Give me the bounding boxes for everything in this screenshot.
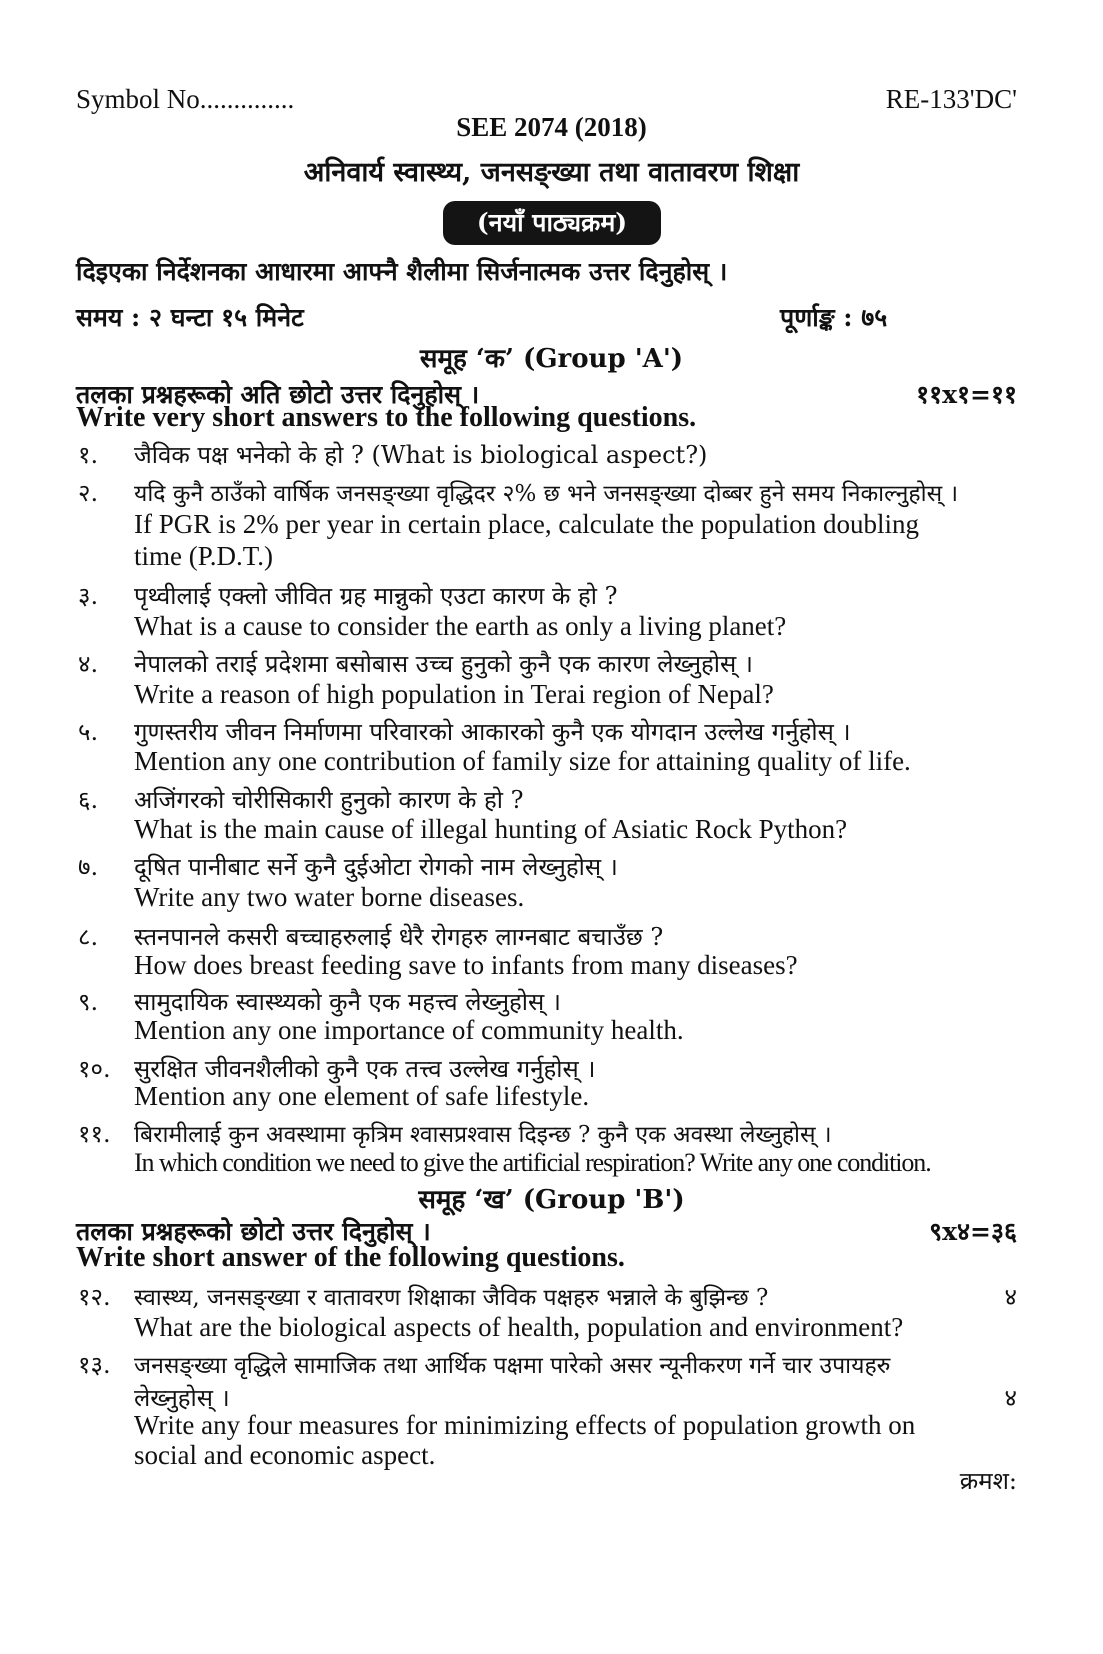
question-text-en: If PGR is 2% per year in certain place, calculate the population doubling [134, 509, 919, 539]
question-text-en: Mention any one contribution of family size for attaining quality of life. [134, 746, 911, 776]
question-number: १३. [78, 1351, 111, 1379]
question-text-np: स्वास्थ्य, जनसङ्ख्या र वातावरण शिक्षाका जैविक पक्षहरु भन्नाले के बुझिन्छ ? [134, 1285, 769, 1311]
group-b-instruction-en: Write short answer of the following questions. [76, 1242, 625, 1273]
general-instruction: दिइएका निर्देशनका आधारमा आफ्नै शैलीमा सिर्जनात्मक उत्तर दिनुहोस् । [76, 257, 728, 286]
exam-title: SEE 2074 (2018) [456, 112, 647, 142]
paper-code: RE-133'DC' [885, 84, 1017, 114]
question-number: ६. [78, 786, 99, 814]
question-text-np: अजिंगरको चोरीसिकारी हुनुको कारण के हो ? [134, 786, 524, 814]
question-number: ३. [78, 582, 99, 610]
question-text-en: Write a reason of high population in Terai region of Nepal? [134, 679, 774, 709]
question-text-en: In which condition we need to give the artificial respiration? Write any one condition. [134, 1148, 931, 1177]
time-allowed: समय : २ घन्टा १५ मिनेट [76, 303, 304, 332]
curriculum-badge: (नयाँ पाठ्यक्रम) [443, 201, 661, 245]
question-text-en: What is the main cause of illegal hunting of Asiatic Rock Python? [134, 814, 848, 844]
question-text-np: नेपालको तराई प्रदेशमा बसोबास उच्च हुनुको कुनै एक कारण लेख्नुहोस् । [134, 650, 753, 678]
question-mark: ४ [1004, 1283, 1017, 1311]
symbol-number: Symbol No.............. [76, 84, 295, 114]
question-text-np: गुणस्तरीय जीवन निर्माणमा परिवारको आकारको कुनै एक योगदान उल्लेख गर्नुहोस् । [134, 718, 851, 746]
question-number: १०. [78, 1055, 111, 1083]
question-number: ७. [78, 853, 99, 881]
group-a-instruction-en: Write very short answers to the following questions. [76, 402, 697, 433]
continued-note: क्रमश: [959, 1467, 1017, 1495]
question-number: १२. [78, 1283, 111, 1311]
question-number: ११. [78, 1120, 111, 1148]
question-text-en: Mention any one importance of community health. [134, 1015, 684, 1045]
question-text-np: जैविक पक्ष भनेको के हो ? (What is biological aspect?) [134, 441, 708, 469]
question-text-np: जनसङ्ख्या वृद्धिले सामाजिक तथा आर्थिक पक्षमा पारेको असर न्यूनीकरण गर्ने चार उपायहरु [134, 1353, 891, 1379]
question-text-np: बिरामीलाई कुन अवस्थामा कृत्रिम श्वासप्रश्वास दिइन्छ ? कुनै एक अवस्था लेख्नुहोस् । [134, 1122, 832, 1148]
subject-title: अनिवार्य स्वास्थ्य, जनसङ्ख्या तथा वातावरण शिक्षा [303, 157, 800, 188]
question-text-en: Mention any one element of safe lifestyle. [134, 1081, 590, 1111]
group-a-marks: ११x१=११ [916, 380, 1017, 409]
full-marks: पूर्णाङ्क : ७५ [780, 303, 888, 332]
question-text-np: सुरक्षित जीवनशैलीको कुनै एक तत्त्व उल्लेख गर्नुहोस् । [134, 1055, 596, 1083]
question-text-en: What is a cause to consider the earth as only a living planet? [134, 611, 787, 641]
group-b-instruction-np: तलका प्रश्नहरूको छोटो उत्तर दिनुहोस् । [76, 1217, 431, 1246]
question-text-en: What are the biological aspects of health, population and environment? [134, 1312, 904, 1342]
question-number: २. [78, 479, 99, 507]
group-b-title: समूह ‘ख’ (Group 'B') [418, 1185, 685, 1215]
question-number: ८. [78, 923, 99, 951]
question-text-np: दूषित पानीबाट सर्ने कुनै दुईओटा रोगको नाम लेख्नुहोस् । [134, 853, 618, 881]
question-mark: ४ [1004, 1384, 1017, 1412]
question-text-en: How does breast feeding save to infants from many diseases? [134, 950, 798, 980]
question-text-en-cont: time (P.D.T.) [134, 541, 273, 571]
question-text-np-cont: लेख्नुहोस् । [134, 1384, 230, 1412]
question-number: १. [78, 441, 99, 469]
group-a-instruction-np: तलका प्रश्नहरूको अति छोटो उत्तर दिनुहोस् । [76, 380, 480, 409]
question-text-en: Write any two water borne diseases. [134, 882, 525, 912]
question-text-en-cont: social and economic aspect. [134, 1440, 436, 1470]
question-text-np: पृथ्वीलाई एक्लो जीवित ग्रह मान्नुको एउटा कारण के हो ? [134, 582, 618, 610]
group-b-marks: ९x४=३६ [929, 1217, 1017, 1246]
question-text-np: सामुदायिक स्वास्थ्यको कुनै एक महत्त्व लेख्नुहोस् । [134, 988, 561, 1016]
question-number: ४. [78, 650, 99, 678]
question-text-np: स्तनपानले कसरी बच्चाहरुलाई धेरै रोगहरु लाग्नबाट बचाउँछ ? [134, 923, 664, 951]
question-text-en: Write any four measures for minimizing effects of population growth on [134, 1410, 916, 1440]
question-number: ९. [78, 988, 99, 1016]
group-a-title: समूह ‘क’ (Group 'A') [419, 344, 684, 374]
question-text-np: यदि कुनै ठाउँको वार्षिक जनसङ्ख्या वृद्धिदर २% छ भने जनसङ्ख्या दोब्बर हुने समय निकाल्नुहोस् । [134, 481, 959, 507]
question-number: ५. [78, 718, 99, 746]
